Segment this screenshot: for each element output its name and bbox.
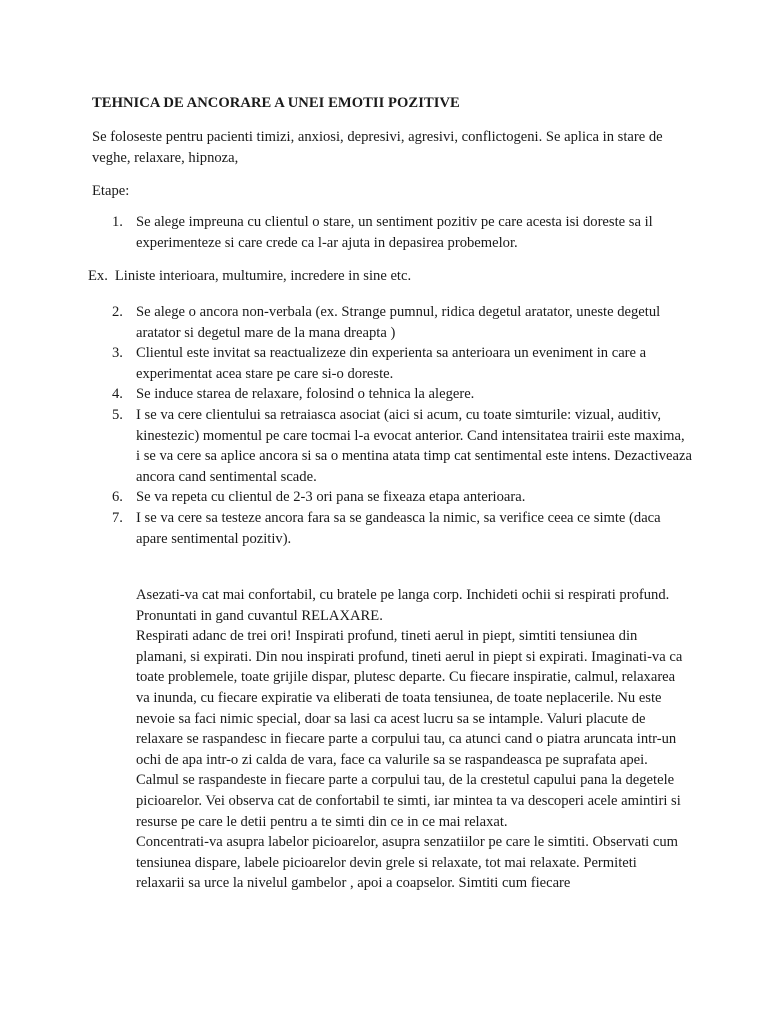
example-text: Liniste interioara, multumire, incredere in sine etc.	[114, 268, 412, 284]
steps-list-first	[112, 212, 692, 253]
list-item-text: Se induce starea de relaxare, folosind o tehnica la alegere.	[136, 386, 475, 403]
body-paragraph: Respirati adanc de trei ori! Inspirati profund, tineti aerul in piept, simtiti tensiunea din plamani, si expirati. Din nou inspirati profund, tineti aerul in piept si expirati. Imaginati-va ca toate problemele, toate grijile dispar, plutesc departe. Cu fiecare inspiratie, calmul, relaxarea va inunda, cu fiecare expiratie va eliberati de toata tensiunea, de toate neplacerile. Nu este nevoie sa faci nimic special, doar sa lasi ca acest lucru sa se intample. Valuri placute de relaxare se raspandesc in fiecare parte a corpului tau, ca atunci cand o piatra aruncata intr-un ochi de apa intr-o zi calda de vara, face ca valurile sa se raspandeasca pe suprafata apei. Calmul se raspandeste in fiecare parte a corpului tau, de la crestetul capului pana la degetele picioarelor. Vei observa cat de confortabil te simti, iar mintea ta va descoperi acele amintiri si resurse pe care le detii pentru a te simti din ce in ce mai relaxat.	[136, 628, 683, 830]
list-item	[112, 212, 692, 253]
relaxation-script	[136, 585, 686, 894]
body-paragraph: Concentrati-va asupra labelor picioarelor, asupra senzatiilor pe care le simtiti. Observati cum tensiunea dispare, labele picioarelor devin grele si relaxate, tot mai relaxate. Permiteti relaxarii sa urce la nivelul gambelor , apoi a coapselor. Simtiti cum fiecare	[136, 834, 679, 892]
list-item	[112, 302, 692, 343]
list-item-text: Clientul este invitat sa reactualizeze din experienta sa anterioara un eveniment in care a experimentat acea stare pe care si-o doreste.	[136, 345, 647, 382]
list-item-number: 5.	[112, 406, 123, 423]
list-item-number: 7.	[112, 509, 123, 526]
list-item	[112, 343, 692, 384]
list-item-number: 4.	[112, 386, 123, 403]
list-item-text: Se va repeta cu clientul de 2-3 ori pana se fixeaza etapa anterioara.	[136, 489, 526, 506]
list-item-number: 2.	[112, 304, 123, 320]
document-title: TEHNICA DE ANCORARE A UNEI EMOTII POZITIVE	[92, 95, 460, 111]
etape-label: Etape:	[92, 183, 130, 199]
list-item	[112, 487, 692, 508]
intro-paragraph	[92, 127, 692, 168]
list-item-number: 3.	[112, 345, 123, 362]
list-item-number: 1.	[112, 214, 123, 230]
list-item	[112, 384, 692, 405]
list-item-text: Se alege impreuna cu clientul o stare, un sentiment pozitiv pe care acesta isi doreste sa il experimenteze si care crede ca l-ar ajuta in depasirea probemelor.	[136, 214, 653, 251]
intro-text: Se foloseste pentru pacienti timizi, anxiosi, depresivi, agresivi, conflictogeni. Se aplica in stare de veghe, relaxare, hipnoza,	[92, 129, 663, 166]
list-item-text: Se alege o ancora non-verbala (ex. Strange pumnul, ridica degetul aratator, uneste degetul aratator si degetul mare de la mana dreapta )	[136, 304, 661, 341]
list-item	[112, 508, 692, 549]
list-item-text: I se va cere sa testeze ancora fara sa se gandeasca la nimic, sa verifice ceea ce simte (daca apare sentimental pozitiv).	[136, 509, 661, 547]
example-label: Ex.	[88, 268, 108, 284]
body-paragraph: Asezati-va cat mai confortabil, cu bratele pe langa corp. Inchideti ochii si respirati profund. Pronuntati in gand cuvantul RELAXARE.	[136, 587, 670, 624]
steps-list-rest	[112, 302, 692, 549]
list-item-text: I se va cere clientului sa retraiasca asociat (aici si acum, cu toate simturile: vizual, auditiv, kinestezic) momentul pe care tocmai l-a evocat anterior. Cand intensitatea trairii este maxima, i se va cere sa aplice ancora si sa o mentina atata timp cat sentimental este intens. Dezactiveaza ancora cand sentimental scade.	[136, 406, 692, 485]
list-item	[112, 405, 692, 487]
example-line	[88, 266, 411, 287]
list-item-number: 6.	[112, 489, 123, 506]
